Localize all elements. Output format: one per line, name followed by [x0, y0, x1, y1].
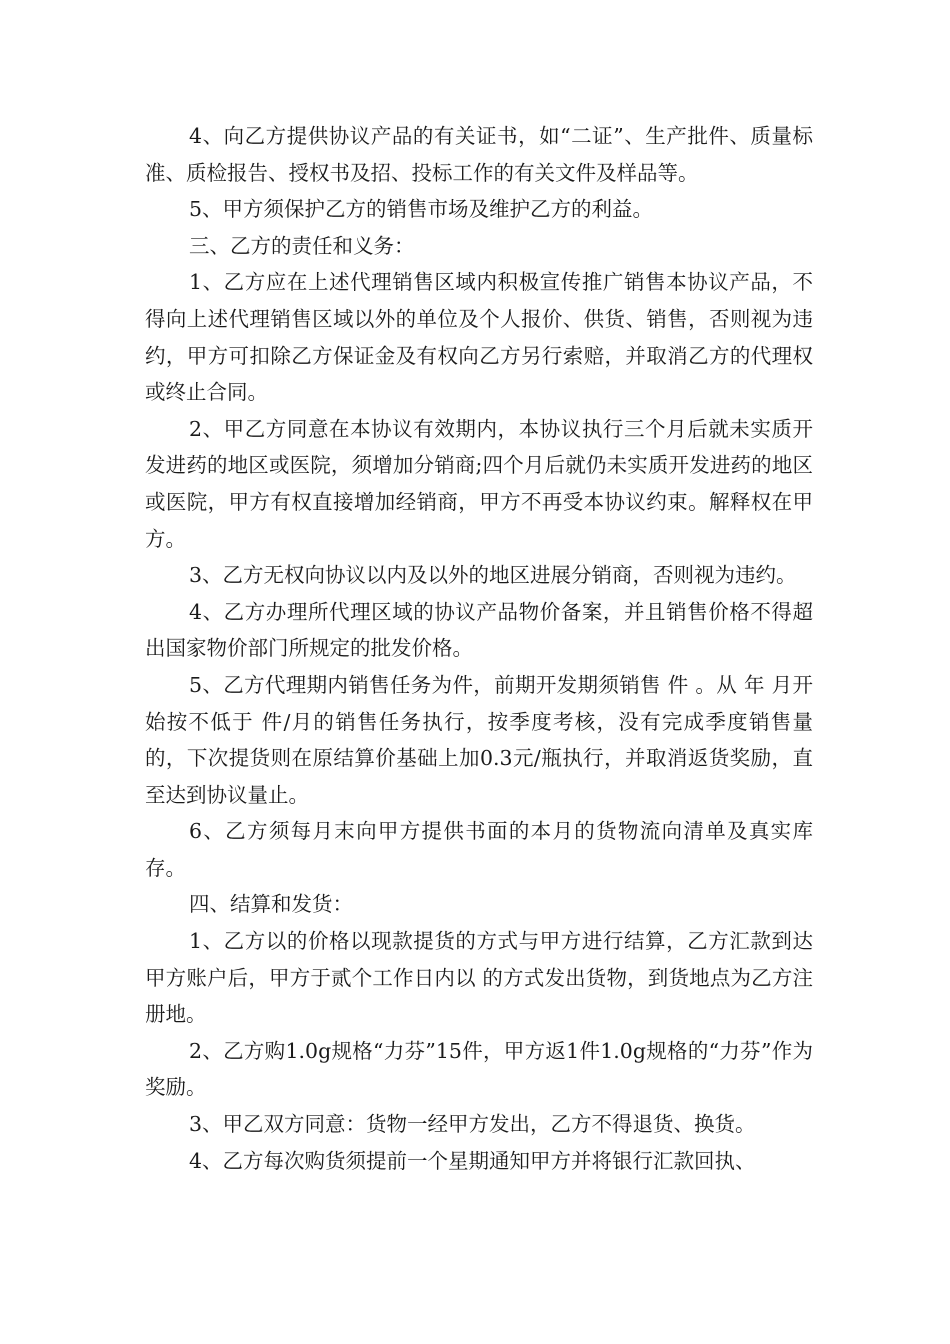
clause-c2-bonus: 2、乙方购1.0g规格“力芬”15件，甲方返1件1.0g规格的“力芬”作为奖励。 [145, 1038, 813, 1100]
clause-a5-protect-market: 5、甲方须保护乙方的销售市场及维护乙方的利益。 [189, 197, 654, 222]
document-body [145, 118, 813, 1179]
clause-c3-no-returns: 3、甲乙双方同意：货物一经甲方发出，乙方不得退货、换货。 [189, 1112, 756, 1137]
clause-b4-price-filing: 4、乙方办理所代理区域的协议产品物价备案，并且销售价格不得超出国家物价部门所规定的批发价格。 [145, 599, 813, 661]
clause-b2-distributors: 2、甲乙方同意在本协议有效期内，本协议执行三个月后就未实质开发进药的地区或医院，须增加分销商;四个月后就仍未实质开发进药的地区或医院，甲方有权直接增加经销商，甲方不再受本协议约束。解释权在甲方。 [145, 416, 813, 551]
section-heading-settlement: 四、结算和发货： [189, 892, 353, 917]
clause-c4-order-notice: 4、乙方每次购货须提前一个星期通知甲方并将银行汇款回执、 [189, 1148, 756, 1173]
section-heading-party-b-duties: 三、乙方的责任和义务： [189, 233, 415, 258]
clause-b1-sales-region: 1、乙方应在上述代理销售区域内积极宣传推广销售本协议产品，不得向上述代理销售区域以外的单位及个人报价、供货、销售，否则视为违约，甲方可扣除乙方保证金及有权向乙方另行索赔，并取消乙方的代理权或终止合同。 [145, 270, 813, 405]
clause-b5-sales-target: 5、乙方代理期内销售任务为件，前期开发期须销售 件 。从 年 月开始按不低于 件/月的销售任务执行，按季度考核，没有完成季度销售量的，下次提货则在原结算价基础上加0.3元/瓶执行，并取消返货奖励，直至达到协议量止。 [145, 672, 813, 807]
clause-a4-certificates: 4、向乙方提供协议产品的有关证书，如“二证”、生产批件、质量标准、质检报告、授权书及招、投标工作的有关文件及样品等。 [145, 124, 813, 185]
clause-b3-no-subdistributors: 3、乙方无权向协议以内及以外的地区进展分销商，否则视为违约。 [189, 563, 797, 588]
clause-c1-payment: 1、乙方以的价格以现款提货的方式与甲方进行结算，乙方汇款到达甲方账户后，甲方于贰个工作日内以 的方式发出货物，到货地点为乙方注册地。 [145, 929, 813, 1027]
clause-b6-monthly-report: 6、乙方须每月末向甲方提供书面的本月的货物流向清单及真实库存。 [145, 819, 813, 880]
